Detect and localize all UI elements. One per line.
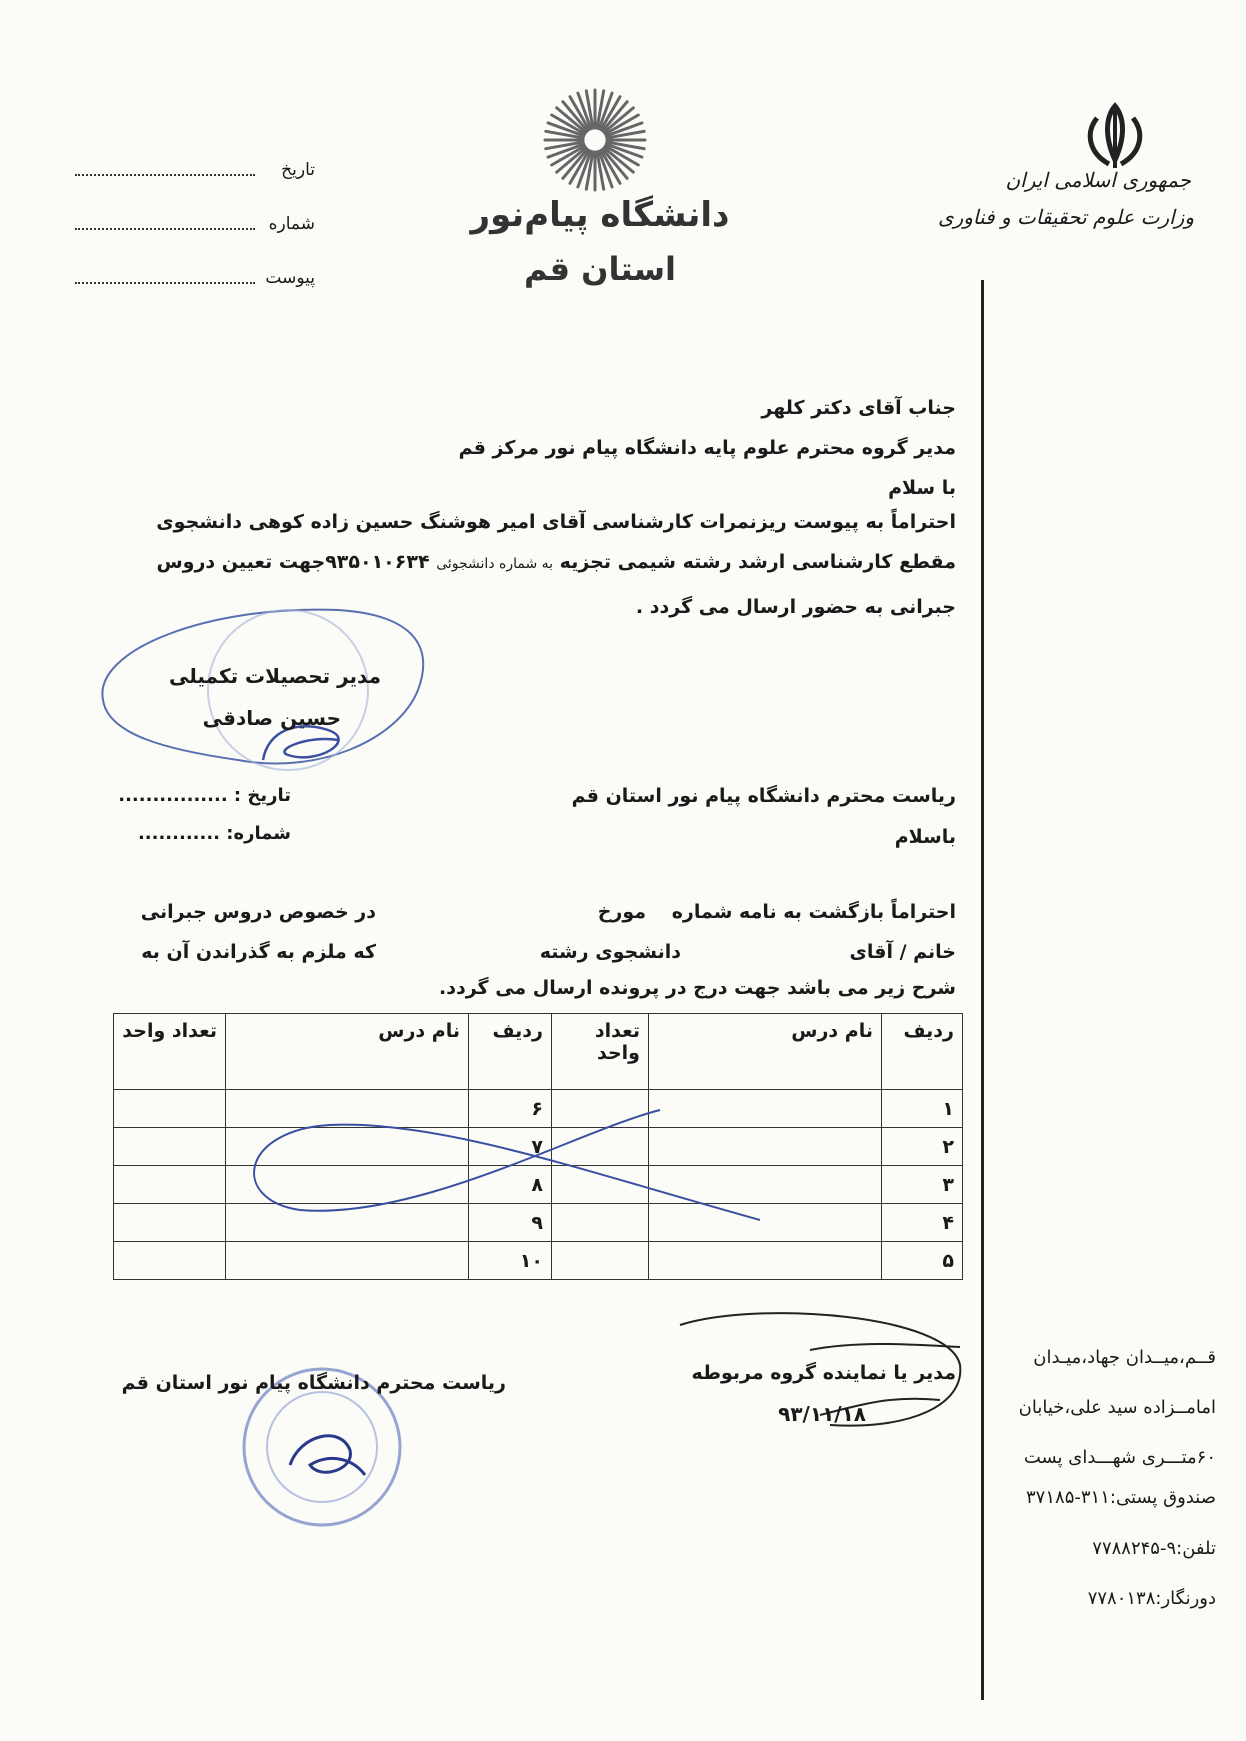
letter1-addressee: جناب آقای دکتر کلهر bbox=[761, 397, 956, 419]
signer-title: مدیر تحصیلات تکمیلی bbox=[168, 664, 381, 688]
address-line-1: قــم،میــدان جهاد،میـدان bbox=[1033, 1347, 1216, 1368]
col-units-right: تعداد واحد bbox=[552, 1014, 649, 1090]
attachment-dots bbox=[75, 268, 255, 284]
table-row bbox=[114, 1242, 963, 1280]
university-name: دانشگاه پیام‌نور bbox=[470, 195, 730, 235]
footer-recipient: ریاست محترم دانشگاه پیام نور استان قم bbox=[121, 1372, 506, 1394]
ministry-name: وزارت علوم تحقیقات و فناوری bbox=[937, 205, 1194, 229]
letter1-body-line3: جبرانی به حضور ارسال می گردد . bbox=[635, 596, 956, 618]
letter1-number-field: شماره: ............ bbox=[137, 823, 291, 844]
fax-number: دورنگار:۷۷۸۰۱۳۸ bbox=[1087, 1588, 1216, 1609]
attachment-field bbox=[75, 268, 315, 288]
letter1-body-line2-b: به شماره دانشجوئی bbox=[436, 556, 554, 572]
sidebar-divider bbox=[981, 280, 984, 1700]
col-units-left: تعداد واحد bbox=[114, 1014, 226, 1090]
letter2-line2-c: که ملزم به گذراندن آن به bbox=[141, 941, 376, 963]
row-number: ۵ bbox=[882, 1242, 963, 1280]
letter1-body-line2-a: مقطع کارشناسی ارشد رشته شیمی تجزیه bbox=[559, 551, 956, 573]
group-manager-label: مدیر یا نماینده گروه مربوطه bbox=[691, 1362, 956, 1384]
letter1-date-field: تاریخ : ................ bbox=[118, 785, 291, 806]
government-name: جمهوری اسلامی ایران bbox=[1005, 168, 1191, 192]
strike-through-scribble bbox=[240, 1090, 800, 1230]
row-number: ۶ bbox=[469, 1090, 552, 1128]
letter1-position: مدیر گروه محترم علوم پایه دانشگاه پیام نور مرکز قم bbox=[458, 437, 956, 459]
letter2-line2-b: دانشجوی رشته bbox=[539, 941, 681, 963]
table-header-row bbox=[114, 1014, 963, 1090]
graduate-office-stamp bbox=[88, 590, 438, 800]
postal-box: صندوق پستی:۳۱۱-۳۷۱۸۵ bbox=[1026, 1487, 1216, 1508]
letter2-line1-a: احتراماً بازگشت به نامه شماره bbox=[671, 901, 956, 923]
date-dots bbox=[75, 160, 255, 176]
phone-number: تلفن:۹-۷۷۸۸۲۴۵ bbox=[1092, 1538, 1216, 1559]
letter2-addressee: ریاست محترم دانشگاه پیام نور استان قم bbox=[571, 785, 956, 807]
address-line-3: ۶۰متـــری شهـــدای پست bbox=[1023, 1447, 1216, 1468]
letter2-line3: شرح زیر می باشد جهت درج در پرونده ارسال می گردد. bbox=[439, 977, 956, 999]
row-number: ۸ bbox=[469, 1166, 552, 1204]
attachment-label: پیوست bbox=[265, 268, 315, 288]
signer-name: حسین صادقی bbox=[202, 706, 341, 730]
row-number: ۷ bbox=[469, 1128, 552, 1166]
student-number: ۹۳۵۰۱۰۶۳۴جهت تعیین دروس bbox=[156, 551, 430, 573]
col-row-number-right: ردیف bbox=[882, 1014, 963, 1090]
letter2-line1-b: مورخ bbox=[597, 901, 646, 923]
col-row-number-left: ردیف bbox=[469, 1014, 552, 1090]
letter2-line1-c: در خصوص دروس جبرانی bbox=[140, 901, 376, 923]
row-number: ۹ bbox=[469, 1204, 552, 1242]
number-field bbox=[75, 214, 315, 234]
date-label: تاریخ bbox=[281, 160, 315, 180]
row-number: ۴ bbox=[882, 1204, 963, 1242]
letter2-line2-a: خانم / آقای bbox=[849, 941, 956, 963]
number-dots bbox=[75, 214, 255, 230]
number-label: شماره bbox=[268, 214, 315, 234]
iran-emblem-icon bbox=[1075, 98, 1155, 178]
address-line-2: امامــزاده سید علی،خیابان bbox=[1018, 1397, 1216, 1418]
letter1-body-line1: احتراماً به پیوست ریزنمرات کارشناسی آقای امیر هوشنگ حسین زاده کوهی دانشجوی bbox=[156, 511, 956, 533]
row-number: ۱ bbox=[882, 1090, 963, 1128]
col-course-name-right: نام درس bbox=[649, 1014, 882, 1090]
col-course-name-left: نام درس bbox=[226, 1014, 469, 1090]
row-number: ۲ bbox=[882, 1128, 963, 1166]
row-number: ۳ bbox=[882, 1166, 963, 1204]
group-manager-date: ۹۳/۱۱/۱۸ bbox=[778, 1402, 866, 1426]
letter1-greeting: با سلام bbox=[888, 477, 956, 499]
row-number: ۱۰ bbox=[469, 1242, 552, 1280]
letter1-body-line2 bbox=[156, 551, 956, 573]
province-name: استان قم bbox=[523, 250, 676, 288]
date-field bbox=[75, 160, 315, 180]
letter2-greeting: باسلام bbox=[894, 826, 956, 848]
payame-noor-logo-icon bbox=[540, 85, 650, 195]
